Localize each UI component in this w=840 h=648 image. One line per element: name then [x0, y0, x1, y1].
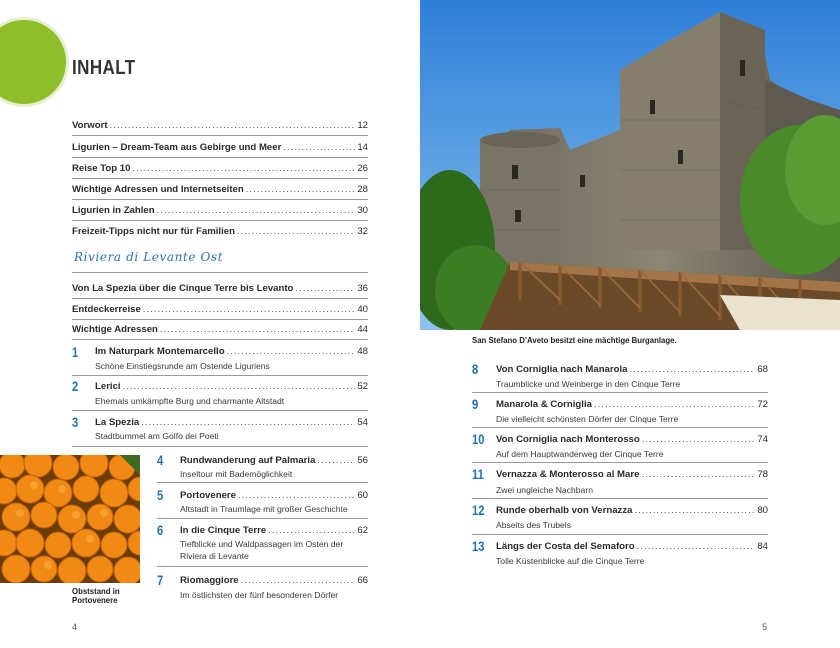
route-entry[interactable] — [180, 525, 368, 536]
divider — [72, 319, 368, 320]
toc-entry[interactable] — [72, 324, 368, 335]
divider — [472, 392, 768, 393]
route-title: Riomaggiore — [180, 575, 239, 586]
toc-leader-dots — [160, 324, 355, 335]
toc-entry-page: 44 — [357, 324, 368, 335]
route-title: Runde oberhalb von Vernazza — [496, 505, 633, 516]
page-number: 5 — [762, 622, 768, 632]
toc-leader-dots — [634, 505, 755, 516]
route-number: 11 — [472, 466, 484, 482]
section-title: Riviera di Levante Ost — [74, 250, 224, 264]
divider — [72, 157, 368, 158]
toc-entry-page: 28 — [357, 184, 368, 195]
toc-entry-page: 12 — [357, 120, 368, 131]
toc-leader-dots — [283, 142, 355, 153]
divider — [472, 498, 768, 499]
toc-leader-dots — [268, 525, 355, 536]
route-entry[interactable] — [496, 469, 768, 480]
toc-leader-dots — [157, 205, 356, 216]
divider — [472, 462, 768, 463]
divider — [472, 427, 768, 428]
route-page: 62 — [357, 525, 368, 536]
toc-leader-dots — [123, 381, 356, 392]
divider — [472, 534, 768, 535]
route-entry[interactable] — [496, 434, 768, 445]
oranges-image — [0, 455, 140, 583]
toc-leader-dots — [143, 304, 356, 315]
toc-leader-dots — [594, 399, 755, 410]
route-entry[interactable] — [496, 399, 768, 410]
route-page: 52 — [357, 381, 368, 392]
route-number: 3 — [72, 414, 79, 430]
divider — [72, 220, 368, 221]
route-title: Von Corniglia nach Monterosso — [496, 434, 640, 445]
divider — [72, 410, 368, 411]
route-title: La Spezia — [95, 417, 140, 428]
route-number: 8 — [472, 361, 479, 377]
toc-entry-title: Entdeckerreise — [72, 304, 141, 315]
toc-leader-dots — [237, 226, 355, 237]
route-title: Von Corniglia nach Manarola — [496, 364, 628, 375]
photo-caption: San Stefano D’Aveto besitzt eine mächtige Burganlage. — [472, 336, 677, 345]
divider — [72, 298, 368, 299]
toc-entry-title: Reise Top 10 — [72, 163, 131, 174]
route-title: Portovenere — [180, 490, 236, 501]
route-page: 74 — [757, 434, 768, 445]
route-subtitle: Auf dem Hauptwanderweg der Cinque Terre — [496, 449, 664, 459]
route-title: Vernazza & Monterosso al Mare — [496, 469, 640, 480]
route-entry[interactable] — [496, 505, 768, 516]
toc-entry-page: 40 — [357, 304, 368, 315]
toc-leader-dots — [641, 469, 755, 480]
route-number: 7 — [157, 572, 164, 588]
castle-image — [420, 0, 840, 330]
route-subtitle: Zwei ungleiche Nachbarn — [496, 485, 593, 495]
toc-leader-dots — [132, 163, 355, 174]
route-entry[interactable] — [95, 417, 368, 428]
toc-leader-dots — [110, 120, 356, 131]
route-title: Längs der Costa del Semaforo — [496, 541, 635, 552]
toc-entry-title: Freizeit-Tipps nicht nur für Familien — [72, 226, 235, 237]
divider — [72, 375, 368, 376]
divider — [157, 482, 368, 483]
divider — [72, 135, 368, 136]
toc-leader-dots — [246, 184, 356, 195]
route-entry[interactable] — [496, 541, 768, 552]
toc-leader-dots — [227, 346, 356, 357]
route-number: 13 — [472, 538, 485, 554]
route-page: 56 — [357, 455, 368, 466]
route-title: Rundwanderung auf Palmaria — [180, 455, 316, 466]
route-subtitle: Tiefblicke und Waldpassagen im Osten der Riviera di Levante — [180, 539, 344, 561]
toc-leader-dots — [642, 434, 756, 445]
route-entry[interactable] — [180, 455, 368, 466]
route-page: 78 — [757, 469, 768, 480]
route-page: 60 — [357, 490, 368, 501]
green-circle-icon — [0, 20, 66, 104]
divider — [157, 518, 368, 519]
divider — [72, 339, 368, 340]
toc-entry-page: 26 — [357, 163, 368, 174]
toc-entry-page: 36 — [357, 283, 368, 294]
route-entry[interactable] — [95, 346, 368, 357]
route-title: Im Naturpark Montemarcello — [95, 346, 225, 357]
toc-entry[interactable] — [72, 142, 368, 153]
route-subtitle: Altstadt in Traumlage mit großer Geschichte — [180, 504, 348, 514]
divider — [72, 272, 368, 273]
toc-entry-page: 14 — [357, 142, 368, 153]
route-entry[interactable] — [95, 381, 368, 392]
toc-entry-title: Wichtige Adressen und Internetseiten — [72, 184, 244, 195]
route-page: 72 — [757, 399, 768, 410]
toc-entry-title: Ligurien – Dream-Team aus Gebirge und Meer — [72, 142, 282, 153]
route-subtitle: Die vielleicht schönsten Dörfer der Cinque Terre — [496, 414, 679, 424]
route-number: 4 — [157, 452, 164, 468]
route-page: 80 — [757, 505, 768, 516]
route-subtitle: Traumblicke und Weinberge in den Cinque Terre — [496, 379, 681, 389]
route-number: 2 — [72, 378, 79, 394]
route-subtitle: Tolle Küstenblicke auf die Cinque Terre — [496, 556, 645, 566]
toc-leader-dots — [637, 541, 756, 552]
route-number: 9 — [472, 396, 479, 412]
divider — [72, 199, 368, 200]
toc-entry-page: 32 — [357, 226, 368, 237]
toc-entry-title: Vorwort — [72, 120, 108, 131]
route-page: 66 — [357, 575, 368, 586]
route-entry[interactable] — [496, 364, 768, 375]
divider — [157, 566, 368, 567]
toc-entry-page: 30 — [357, 205, 368, 216]
route-entry[interactable] — [180, 575, 368, 586]
toc-entry[interactable] — [72, 184, 368, 195]
route-subtitle: Im östlichsten der fünf besonderen Dörfer — [180, 590, 339, 600]
route-number: 12 — [472, 502, 485, 518]
divider — [72, 178, 368, 179]
toc-leader-dots — [141, 417, 355, 428]
route-title: Manarola & Corniglia — [496, 399, 592, 410]
toc-entry[interactable] — [72, 205, 368, 216]
photo-caption: Obststand in Portovenere — [72, 587, 120, 605]
toc-entry[interactable] — [72, 120, 368, 131]
route-entry[interactable] — [180, 490, 368, 501]
route-title: In die Cinque Terre — [180, 525, 267, 536]
route-subtitle: Schöne Einstiegsrunde am Ostende Liguriens — [95, 361, 270, 371]
toc-entry[interactable] — [72, 226, 368, 237]
toc-entry-title: Wichtige Adressen — [72, 324, 158, 335]
route-page: 84 — [757, 541, 768, 552]
route-title: Lerici — [95, 381, 121, 392]
oranges-photo — [0, 455, 140, 583]
route-page: 54 — [357, 417, 368, 428]
route-subtitle: Ehemals umkämpfte Burg und charmante Altstadt — [95, 396, 285, 406]
divider — [72, 446, 368, 447]
toc-entry[interactable] — [72, 163, 368, 174]
route-subtitle: Stadtbummel am Golfo dei Poeti — [95, 431, 219, 441]
toc-leader-dots — [317, 455, 355, 466]
toc-entry-title: Ligurien in Zahlen — [72, 205, 155, 216]
route-number: 10 — [472, 431, 485, 447]
toc-entry[interactable] — [72, 304, 368, 315]
route-page: 68 — [757, 364, 768, 375]
toc-leader-dots — [238, 490, 355, 501]
castle-photo — [420, 0, 840, 330]
toc-entry-title: Von La Spezia über die Cinque Terre bis Levanto — [72, 283, 294, 294]
toc-leader-dots — [241, 575, 356, 586]
page-number: 4 — [72, 622, 78, 632]
toc-leader-dots — [630, 364, 756, 375]
route-page: 48 — [357, 346, 368, 357]
toc-entry[interactable] — [72, 283, 368, 294]
route-number: 5 — [157, 487, 164, 503]
route-subtitle: Inseltour mit Bademöglichkeit — [180, 469, 293, 479]
toc-leader-dots — [295, 283, 355, 294]
route-number: 1 — [72, 344, 79, 360]
route-number: 6 — [157, 522, 164, 538]
page-title: INHALT — [72, 57, 136, 79]
route-subtitle: Abseits des Trubels — [496, 520, 571, 530]
